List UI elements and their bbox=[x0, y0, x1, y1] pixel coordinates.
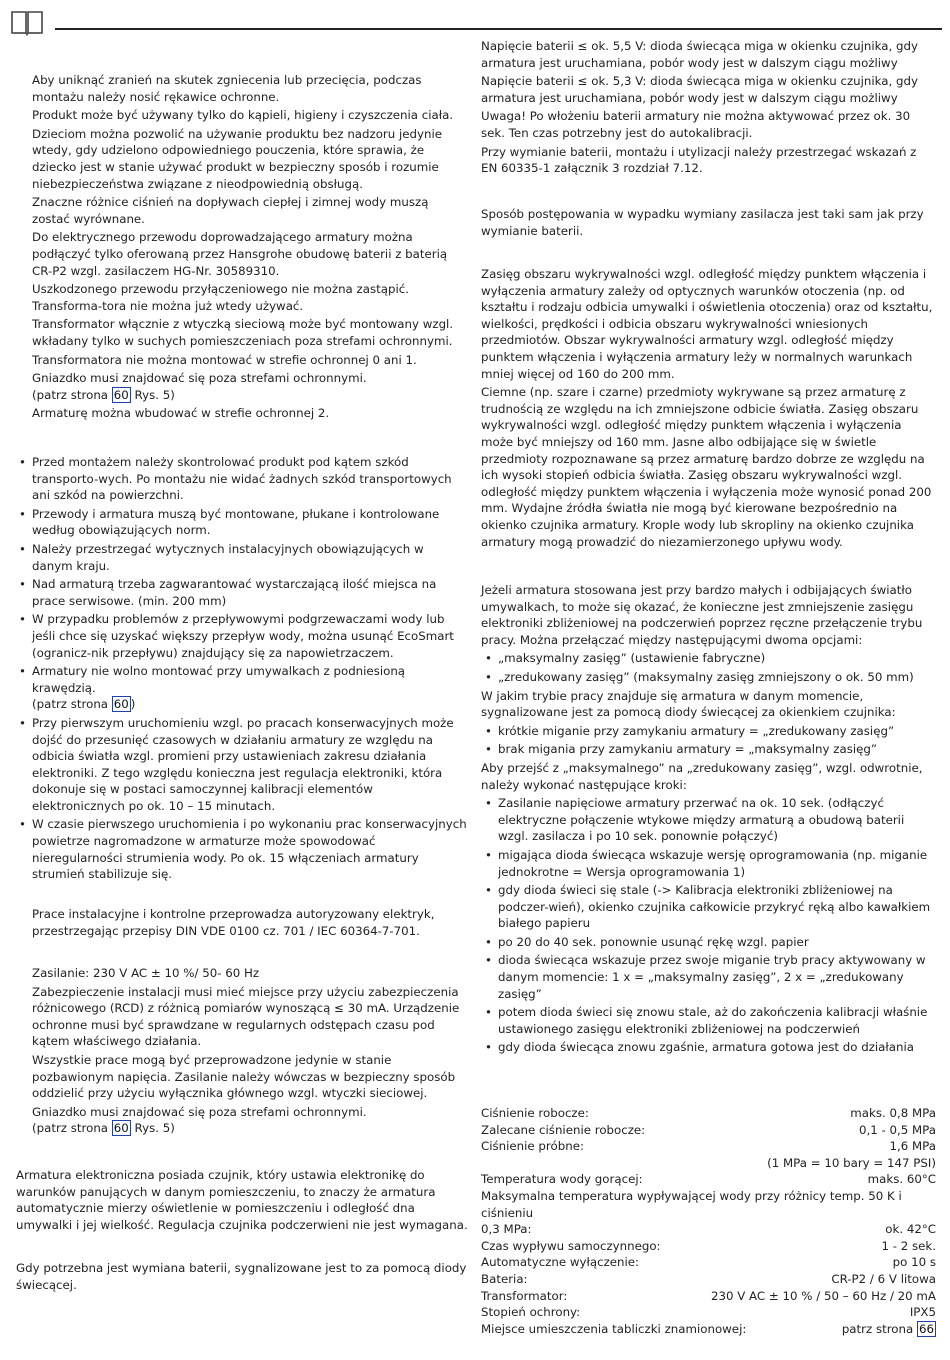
safety-note: Armaturę można wbudować w strefie ochronnej 2. bbox=[32, 406, 330, 421]
install-section bbox=[16, 454, 468, 885]
mode-item: • „zredukowany zasięg” (maksymalny zasięg zmniejszony o ok. 50 mm) bbox=[481, 669, 936, 686]
power-note: Zasilanie: 230 V AC ± 10 %/ 50- 60 Hz bbox=[32, 966, 260, 980]
sensor-description: Armatura elektroniczna posiada czujnik, który ustawia elektronikę do warunków panujących w danym pomieszczeniu, to znaczy że armatura automatycznie mierzy oświetlenie w pomieszczeniu i odległość dna umywalki i jej wielkość. Regulacja czujnika podczerwieni nie jest wymagana. bbox=[16, 1168, 468, 1232]
left-column bbox=[16, 72, 468, 424]
psu-section bbox=[481, 206, 936, 239]
range-text: Ciemne (np. szare i czarne) przedmioty wykrywane są przez armaturę z trudnością ze względu na ich zmniejszone odbicie światła. Zasięg obszaru wykrywalności wzgl. odległość między punktem włączenia i wyłączenia może być mniejszy od 160 mm. Jasne albo odbijające się w świetle przedmioty rozpoznawane są przez armaturę bardzo dobrze ze względu na ich wysoki stopień odbicia światła. Zasięg obszaru wykrywalności wzgl. odległość między punktem włączenia i wyłączenia może wynosić ponad 200 mm. Wydajne źródła światła nie mogą być kierowane bezpośrednio na okienko czujnika armatury. Krople wody lub skropliny na okienko czujnika armatury mogą prowadzić do niezamierzonego upływu wody. bbox=[481, 385, 932, 549]
install-item: • Nad armaturą trzeba zagwarantować wystarczającą ilość miejsca na prace serwisowe. (min. 200 mm) bbox=[16, 576, 468, 609]
spec-row: 0,3 MPa: ok. 42°C bbox=[481, 1222, 936, 1237]
header-rule bbox=[55, 28, 942, 30]
safety-note: Aby uniknąć zranień na skutek zgniecenia lub przecięcia, podczas montażu należy nosić rękawice ochronne. bbox=[32, 73, 422, 104]
power-section bbox=[16, 965, 468, 1137]
power-note: Wszystkie prace mogą być przeprowadzone jedynie w stanie pozbawionym napięcia. Zasilanie należy wówczas w bezpieczny sposób oddzielić przy użyciu wyłącznika głównego wzgl. wtyczki sieciowej. bbox=[32, 1052, 456, 1101]
step-item: • Zasilanie napięciowe armatury przerwać na ok. 10 sek. (odłączyć elektryczne połączenie wtykowe między armaturą a obudową baterii wzgl. zasilacza i po 10 sek. ponownie połączyć) bbox=[481, 795, 936, 845]
battery-section bbox=[16, 1260, 468, 1293]
modes-intro: Jeżeli armatura stosowana jest przy bardzo małych i odbijających światło umywalkach, to może się okazać, że konieczne jest zmniejszenie zasięgu elektroniki zbliżeniowej na podczerwień poprzez ręczne przełączenie trybu pracy. Można przełączać między następującymi dwoma opcjami: bbox=[481, 583, 923, 647]
safety-note: Transformator włącznie z wtyczką sieciową może być montowany wzgl. wkładany tylko w suchych pomieszczeniach poza strefami ochronnymi. bbox=[32, 317, 454, 348]
safety-note: Produkt może być używany tylko do kąpieli, higieny i czyszczenia ciała. bbox=[32, 108, 454, 123]
signal-item: • brak migania przy zamykaniu armatury = „maksymalny zasięg” bbox=[481, 741, 936, 758]
install-item: • W czasie pierwszego uruchomienia i po wykonaniu prac konserwacyjnych powietrze nagromadzone w armaturze może spowodować nieregularności strumienia wody. Po ok. 15 włączeniach armatury strumień stabilizuje się. bbox=[16, 816, 468, 882]
install-item: • W przypadku problemów z przepływowymi podgrzewaczami wody lub jeśli chce się uzyskać większy przepływ wody, można usunąć EcoSmart (ogranicz-nik przepływu) znajdujący się za napowietrzaczem. bbox=[16, 611, 468, 661]
safety-note: Do elektrycznego przewodu doprowadzającego armatury można podłączyć tylko oferowaną przez Hansgrohe obudowę baterii z baterią CR-P2 wzgl. zasilaczem HG-Nr. 30589310. bbox=[32, 230, 448, 278]
signal-item: • krótkie miganie przy zamykaniu armatury = „zredukowany zasięg” bbox=[481, 723, 936, 740]
install-item: • Przy pierwszym uruchomieniu wzgl. po pracach konserwacyjnych może dojść do przesunięć czasowych w działaniu armatury ze względu na odbicia światła wzgl. promieni przy ustawieniach zakresu działania elektroniki. Z tego względu konieczna jest regulacja elektroniki, która dokonuje się w postaci samoczynnej kalibracji elementów elektronicznych po ok. 10 – 15 minutach. bbox=[16, 715, 468, 815]
battery-note: Napięcie baterii ≤ ok. 5,5 V: dioda świecąca miga w okienku czujnika, gdy armatura jest uruchamiana, pobór wody jest w dalszym ciągu możliwy bbox=[481, 39, 918, 70]
psu-note: Sposób postępowania w wypadku wymiany zasilacza jest taki sam jak przy wymianie baterii. bbox=[481, 207, 924, 238]
step-item: • po 20 do 40 sek. ponownie usunąć rękę wzgl. papier bbox=[481, 934, 936, 951]
battery-notes bbox=[481, 38, 936, 179]
safety-section bbox=[16, 72, 468, 422]
power-note: Gniazdko musi znajdować się poza strefami ochronnymi. bbox=[32, 1104, 367, 1119]
spec-row: Ciśnienie próbne: 1,6 MPa bbox=[481, 1139, 936, 1154]
spec-row: Ciśnienie robocze: maks. 0,8 MPa bbox=[481, 1106, 936, 1120]
step-item: • gdy dioda świecąca znowu zgaśnie, armatura gotowa jest do działania bbox=[481, 1039, 936, 1056]
power-note: Zabezpieczenie instalacji musi mieć miejsce przy użyciu zabezpieczenia różnicowego (RCD) z różnicą pomiarów wynoszącą ≤ 30 mA. Urządzenie ochronne musi być sprawdzane w regularnych odstępach czasu pod kątem właściwego działania. bbox=[32, 984, 460, 1049]
safety-note: Dzieciom można pozwolić na używanie produktu bez nadzoru jedynie wtedy, gdy udzielono odpowiedniego pouczenia, które sprawia, że dziecko jest w stanie używać produkt w bezpieczny sposób i rozumie niebezpieczeństwa związane z nieodpowiednią obsługą. bbox=[32, 126, 443, 191]
spec-row: Automatyczne wyłączenie: po 10 s bbox=[481, 1255, 936, 1270]
page-reference: (patrz strona 60 Rys. 5) bbox=[32, 1121, 175, 1136]
install-item: • Armatury nie wolno montować przy umywalkach z podniesioną krawędzią. (patrz strona 60 ) bbox=[16, 663, 468, 713]
spec-row: Czas wypływu samoczynnego: 1 - 2 sek. bbox=[481, 1238, 936, 1253]
electric-section bbox=[16, 906, 468, 939]
spec-row: Miejsce umieszczenia tabliczki znamionowej: patrz strona 66 bbox=[481, 1321, 934, 1336]
safety-note: Uszkodzonego przewodu przyłączeniowego nie można zastąpić. Transforma-tora nie można już wtedy używać. bbox=[32, 282, 409, 313]
page-link[interactable]: 60 bbox=[113, 697, 129, 712]
modes-section bbox=[481, 582, 936, 1058]
range-text: Zasięg obszaru wykrywalności wzgl. odległość między punktem włączenia i wyłączenia armatury zależy od optycznych warunków otoczenia (np. od kształtu i rodzaju odbicia umywalki i oświetlenia otoczenia) oraz od kształtu, wielkości, prędkości i odbicia obszaru wykrywalności wniesionych przedmiotów. Obszar wykrywalności armatury wzgl. odległość między punktem włączenia i wyłączenia armatury leży w normalnych warunkach mniej więcej od 160 do 200 mm. bbox=[481, 267, 933, 381]
electrician-note: Prace instalacyjne i kontrolne przeprowadza autoryzowany elektryk, przestrzegając przepisy DIN VDE 0100 cz. 701 / IEC 60364-7-701. bbox=[32, 907, 435, 938]
install-item: • Należy przestrzegać wytycznych instalacyjnych obowiązujących w danym kraju. bbox=[16, 541, 468, 574]
battery-note: Przy wymianie baterii, montażu i utylizacji należy przestrzegać wskazań z EN 60335-1 załącznik 3 rozdział 7.12. bbox=[481, 144, 917, 176]
safety-note: Znaczne różnice ciśnień na dopływach ciepłej i zimnej wody muszą zostać wyrównane. bbox=[32, 195, 429, 226]
step-item: • gdy dioda świeci się stale (-> Kalibracja elektroniki zbliżeniowej na podczer-wień), okienko czujnika całkowicie przykryć ręką albo kawałkiem białego papieru bbox=[481, 882, 936, 932]
steps-intro: Aby przejść z „maksymalnego” na „zredukowany zasięg”, wzgl. odwrotnie, należy wykonać następujące kroki: bbox=[481, 760, 923, 792]
step-item: • migająca dioda świecąca wskazuje wersję oprogramowania (np. miganie jednokrotne = Wersja oprogramowania 1) bbox=[481, 847, 936, 880]
page-reference: (patrz strona 60 Rys. 5) bbox=[32, 387, 175, 402]
step-item: • potem dioda świeci się znowu stale, aż do zakończenia kalibracji właśnie ustawionego zasięgu elektroniki zbliżeniowej na podczerwień bbox=[481, 1004, 936, 1037]
sensor-section bbox=[16, 1167, 468, 1233]
spec-text: Maksymalna temperatura wypływającej wody przy różnicy temp. 50 K i ciśnieniu bbox=[481, 1188, 902, 1220]
install-item: • Przewody i armatura muszą być montowane, płukane i kontrolowane według obowiązujących norm. bbox=[16, 506, 468, 539]
battery-description: Gdy potrzebna jest wymiana baterii, sygnalizowane jest to za pomocą diody świecącej. bbox=[16, 1261, 467, 1292]
spec-row: Stopień ochrony: IPX5 bbox=[481, 1305, 936, 1320]
spec-row: Bateria: CR-P2 / 6 V litowa bbox=[481, 1271, 936, 1286]
page-link[interactable]: 66 bbox=[918, 1321, 934, 1336]
signal-intro: W jakim trybie pracy znajduje się armatura w danym momencie, sygnalizowane jest za pomocą diody świecącej za okienkiem czujnika: bbox=[481, 688, 896, 720]
range-section bbox=[481, 266, 936, 552]
safety-note: Gniazdko musi znajdować się poza strefami ochronnymi. bbox=[32, 371, 367, 386]
pressure-note: (1 MPa = 10 bary = 147 PSI) bbox=[767, 1155, 936, 1170]
battery-note: Uwaga! Po włożeniu baterii armatury nie można aktywować przez ok. 30 sek. Ten czas potrzebny jest do autokalibracji. bbox=[481, 109, 911, 140]
page-link[interactable]: 60 bbox=[113, 387, 129, 402]
mode-item: • „maksymalny zasięg” (ustawienie fabryczne) bbox=[481, 650, 936, 667]
spec-row: Zalecane ciśnienie robocze: 0,1 - 0,5 MPa bbox=[481, 1122, 936, 1137]
page-link[interactable]: 60 bbox=[113, 1121, 129, 1136]
battery-note: Napięcie baterii ≤ ok. 5,3 V: dioda świecąca miga w okienku czujnika, gdy armatura jest uruchamiana, pobór wody jest w dalszym ciągu możliwy bbox=[481, 74, 918, 105]
book-icon bbox=[10, 8, 44, 36]
install-item: • Przed montażem należy skontrolować produkt pod kątem szkód transporto-wych. Po montażu nie widać żadnych szkód transportowych ani szkód na powierzchni. bbox=[16, 454, 468, 504]
specs-table bbox=[481, 1105, 936, 1337]
safety-note: Transformatora nie można montować w strefie ochronnej 0 ani 1. bbox=[32, 352, 417, 367]
spec-row: Temperatura wody gorącej: maks. 60°C bbox=[481, 1172, 936, 1187]
spec-row: Transformator: 230 V AC ± 10 % / 50 – 60 Hz / 20 mA bbox=[481, 1288, 936, 1303]
step-item: • dioda świecąca wskazuje przez swoje miganie tryb pracy aktywowany w danym momencie: 1 x = „maksymalny zasięg”, 2 x = „zredukowany zasięg” bbox=[481, 952, 936, 1002]
